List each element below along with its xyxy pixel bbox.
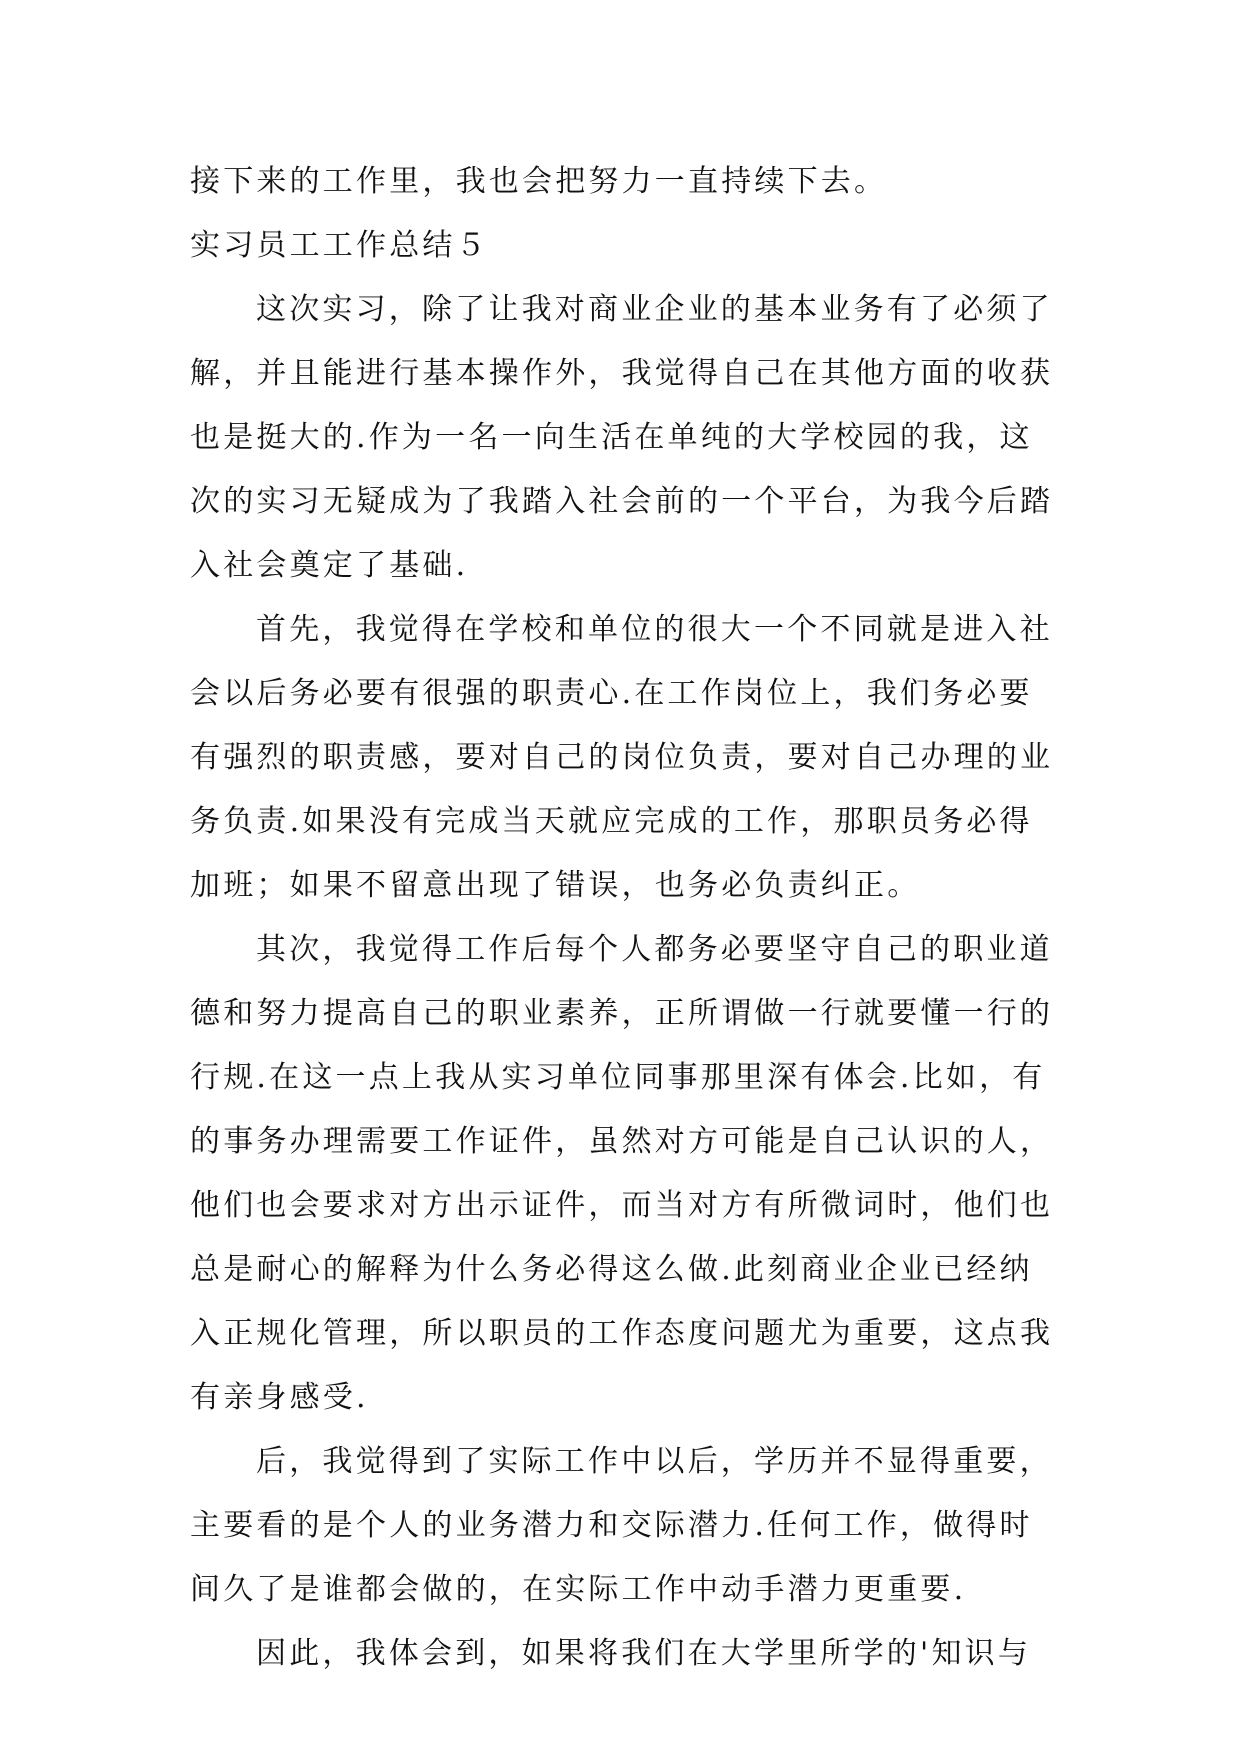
paragraph-line: 行规.在这一点上我从实习单位同事那里深有体会.比如，有 — [190, 1060, 1046, 1095]
paragraph-line: 间久了是谁都会做的，在实际工作中动手潜力更重要. — [190, 1572, 967, 1607]
paragraph-line: 这次实习，除了让我对商业企业的基本业务有了必须了 — [256, 292, 1053, 327]
text-line: 接下来的工作里，我也会把努力一直持续下去。 — [190, 164, 888, 199]
paragraph-line: 次的实习无疑成为了我踏入社会前的一个平台，为我今后踏 — [190, 484, 1054, 519]
paragraph-line: 总是耐心的解释为什么务必得这么做.此刻商业企业已经纳 — [190, 1252, 1033, 1287]
paragraph-line: 他们也会要求对方出示证件，而当对方有所微词时，他们也 — [190, 1188, 1054, 1223]
paragraph-line: 务负责.如果没有完成当天就应完成的工作，那职员务必得 — [190, 804, 1033, 839]
paragraph-line: 入正规化管理，所以职员的工作态度问题尤为重要，这点我 — [190, 1316, 1054, 1351]
paragraph-line: 有亲身感受. — [190, 1380, 369, 1415]
paragraph-line: 首先，我觉得在学校和单位的很大一个不同就是进入社 — [256, 612, 1053, 647]
paragraph-line: 解，并且能进行基本操作外，我觉得自己在其他方面的收获 — [190, 356, 1054, 391]
paragraph-line: 其次，我觉得工作后每个人都务必要坚守自己的职业道 — [256, 932, 1053, 967]
paragraph-line: 有强烈的职责感，要对自己的岗位负责，要对自己办理的业 — [190, 740, 1054, 775]
section-heading: 实习员工工作总结５ — [190, 228, 489, 263]
paragraph-line: 的事务办理需要工作证件，虽然对方可能是自己认识的人， — [190, 1124, 1054, 1159]
paragraph-line: 会以后务必要有很强的职责心.在工作岗位上，我们务必要 — [190, 676, 1033, 711]
paragraph-line: 也是挺大的.作为一名一向生活在单纯的大学校园的我，这 — [190, 420, 1033, 455]
paragraph-line: 因此，我体会到，如果将我们在大学里所学的'知识与 — [256, 1636, 1032, 1671]
paragraph-line: 后，我觉得到了实际工作中以后，学历并不显得重要， — [256, 1444, 1053, 1479]
paragraph-line: 加班；如果不留意出现了错误，也务必负责纠正。 — [190, 868, 921, 903]
paragraph-line: 德和努力提高自己的职业素养，正所谓做一行就要懂一行的 — [190, 996, 1054, 1031]
paragraph-line: 入社会奠定了基础. — [190, 548, 469, 583]
paragraph-line: 主要看的是个人的业务潜力和交际潜力.任何工作，做得时 — [190, 1508, 1033, 1543]
